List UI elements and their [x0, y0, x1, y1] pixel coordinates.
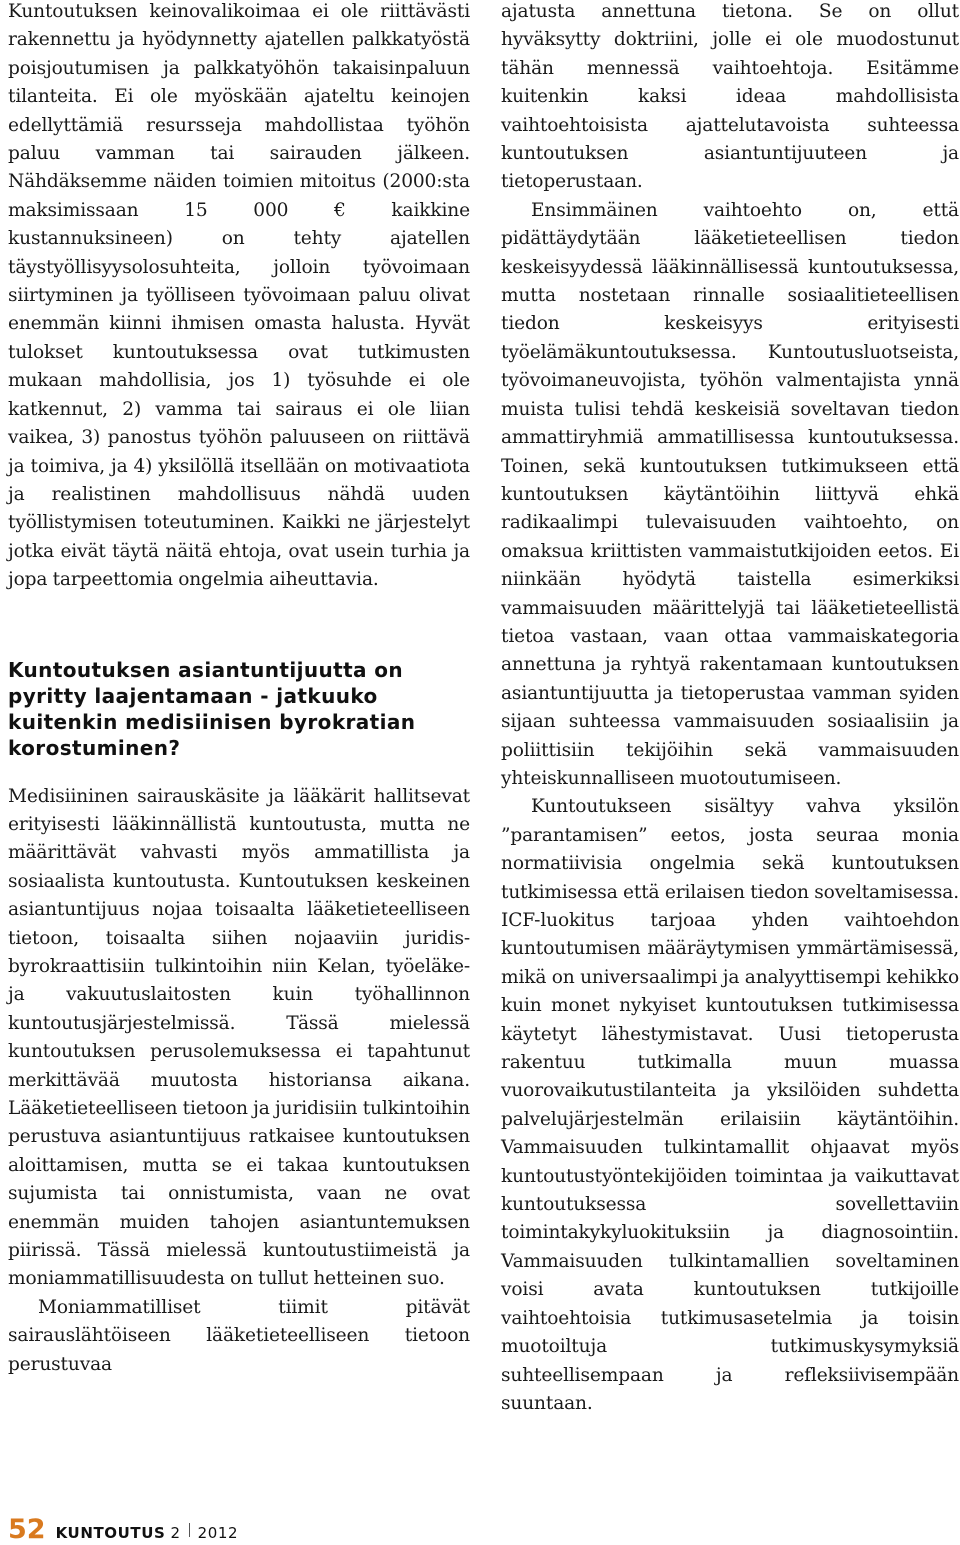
body-paragraph: Ensimmäinen vaihtoehto on, että pidättäydytään lääketieteellisen tiedon keskeisyydessä lääkinnällisessä kuntoutuksessa, mutta nostetaan rinnalle sosiaalitieteellisen tiedon keskeisyys erityisesti työelämäkuntoutuksessa. Kuntoutusluotseista, työvoimaneuvojista, työhön valmentajista ynnä muista tulisi tehdä keskeisiä soveltavan tiedon ammattiryhmiä ammatillisessa kuntoutuksessa. Toinen, sekä kuntoutuksen tutkimukseen että kuntoutuksen käytäntöihin liittyvä ehkä radikaalimpi tulevaisuuden vaihtoehto, on omaksua kriittisten vammaistutkijoiden eetos. Ei niinkään hyödytä taistella esimerkiksi vammaisuuden määrittelyjä tai lääketieteellistä tietoa vastaan, vaan ottaa vammaiskategoria annettuna ja ryhtyä rakentamaan kuntoutuksen asiantuntijuutta ja tietoperustaa vamman syiden sijaan suhteessa vammaisuuden sosiaalisiin ja poliittisiin tekijöihin sekä vammaisuuden yhteiskunnalliseen muotoutumiseen.	[501, 199, 959, 789]
right-column	[501, 0, 959, 1418]
body-paragraph: ajatusta annettuna tietona. Se on ollut hyväksytty doktriini, jolle ei ole muodostunut tähän mennessä vaihtoehtoja. Esitämme kuitenkin kaksi ideaa mahdollisista vaihtoehtoisista ajattelutavoista suhteessa kuntoutuksen asiantuntijuuteen ja tietoperustaan.	[501, 1, 959, 193]
body-paragraph: Medisiininen sairauskäsite ja lääkärit hallitsevat erityisesti lääkinnällistä kuntoutusta, mutta ne määrittävät vahvasti myös ammatillista ja sosiaalista kuntoutusta. Kuntoutuksen keskeinen asiantuntijuus nojaa toisaalta lääketieteelliseen tietoon, toisaalta siihen nojaaviin juridis-byrokraattisiin tulkintoihin niin Kelan, työeläke- ja vakuutuslaitosten kuin työhallinnon kuntoutusjärjestelmissä. Tässä mielessä kuntoutuksen perusolemuksessa ei tapahtunut merkittävää muutosta historiansa aikana. Lääketieteelliseen tietoon ja juridisiin tulkintoihin perustuva asiantuntijuus ratkaisee kuntoutuksen aloittamisen, mutta se ei takaa kuntoutuksen sujumista tai onnistumista, vaan ne ovat enemmän muiden tahojen asiantuntemuksen piirissä. Tässä mielessä kuntoutustiimeistä ja moniammatillisuudesta on tullut hetteinen suo.	[8, 785, 470, 1290]
magazine-name: KUNTOUTUS	[55, 1524, 166, 1542]
issue-year: 2012	[197, 1524, 239, 1542]
left-column	[8, 0, 470, 1379]
page-number: 52	[8, 1514, 46, 1545]
body-paragraph: Moniammatilliset tiimit pitävät sairauslähtöiseen lääketieteelliseen tietoon perustuvaa	[8, 1296, 470, 1375]
body-paragraph: Kuntoutukseen sisältyy vahva yksilön ”parantamisen” eetos, josta seuraa monia normatiivisia ongelmia sekä kuntoutuksen tutkimisessa että erilaisen tiedon soveltamisessa. ICF-luokitus tarjoaa yhden vaihtoehdon kuntoutumisen määräytymisen ymmärtämisessä, mikä on universaalimpi ja analyyttisempi kehikko kuin monet nykyiset kuntoutuksen tutkimisessa käytetyt lähestymistavat. Uusi tietoperusta rakentuu tutkimalla muun muassa vuorovaikutustilanteita ja yksilöiden suhdetta palvelujärjestelmän erilaisiin käytäntöihin. Vammaisuuden tulkintamallit ohjaavat myös kuntoutustyöntekijöiden toimintaa ja vaikuttavat kuntoutuksessa sovellettaviin toimintakykyluokituksiin ja diagnosointiin. Vammaisuuden tulkintamallien soveltaminen voisi avata kuntoutuksen tutkijoille vaihtoehtoisia tutkimusasetelmia ja toisin muotoiltuja tutkimuskysymyksiä suhteellisempaan ja refleksiivisempään suuntaan.	[501, 796, 959, 1414]
section-heading: Kuntoutuksen asiantuntijuutta on pyritty laajentamaan - jatkuuko kuitenkin medisiinisen byrokratian korostuminen?	[8, 657, 416, 760]
footer-divider	[189, 1523, 190, 1537]
body-paragraph: Kuntoutuksen keinovalikoimaa ei ole riittävästi rakennettu ja hyödynnetty ajatellen palkkatyöstä poisjoutumisen ja palkkatyöhön takaisinpaluun tilanteita. Ei ole myöskään ajateltu keinojen edellyttämiä resursseja mahdollistaa työhön paluu vamman tai sairauden jälkeen. Nähdäksemme näiden toimien mitoitus (2000:sta maksimissaan 15 000 € kaikkine kustannuksineen) on tehty ajatellen täystyöllisyysolosuhteita, jolloin työvoimaan siirtyminen ja työlliseen työvoimaan paluu olivat enemmän kiinni ihmisen omasta halusta. Hyvät tulokset kuntoutuksessa ovat tutkimusten mukaan mahdollisia, jos 1) työsuhde ei ole katkennut, 2) vamma tai sairaus ei ole liian vaikea, 3) panostus työhön paluuseen on riittävä ja toimiva, ja 4) yksilöllä itsellään on motivaatiota ja realistinen mahdollisuus nähdä uuden työllistymisen toteutuminen. Kaikki ne järjestelyt jotka eivät täytä näitä ehtoja, ovat usein turhia ja jopa tarpeettomia ongelmia aiheuttavia.	[8, 1, 470, 591]
page-footer	[8, 1514, 238, 1545]
issue-number: 2	[170, 1524, 181, 1542]
